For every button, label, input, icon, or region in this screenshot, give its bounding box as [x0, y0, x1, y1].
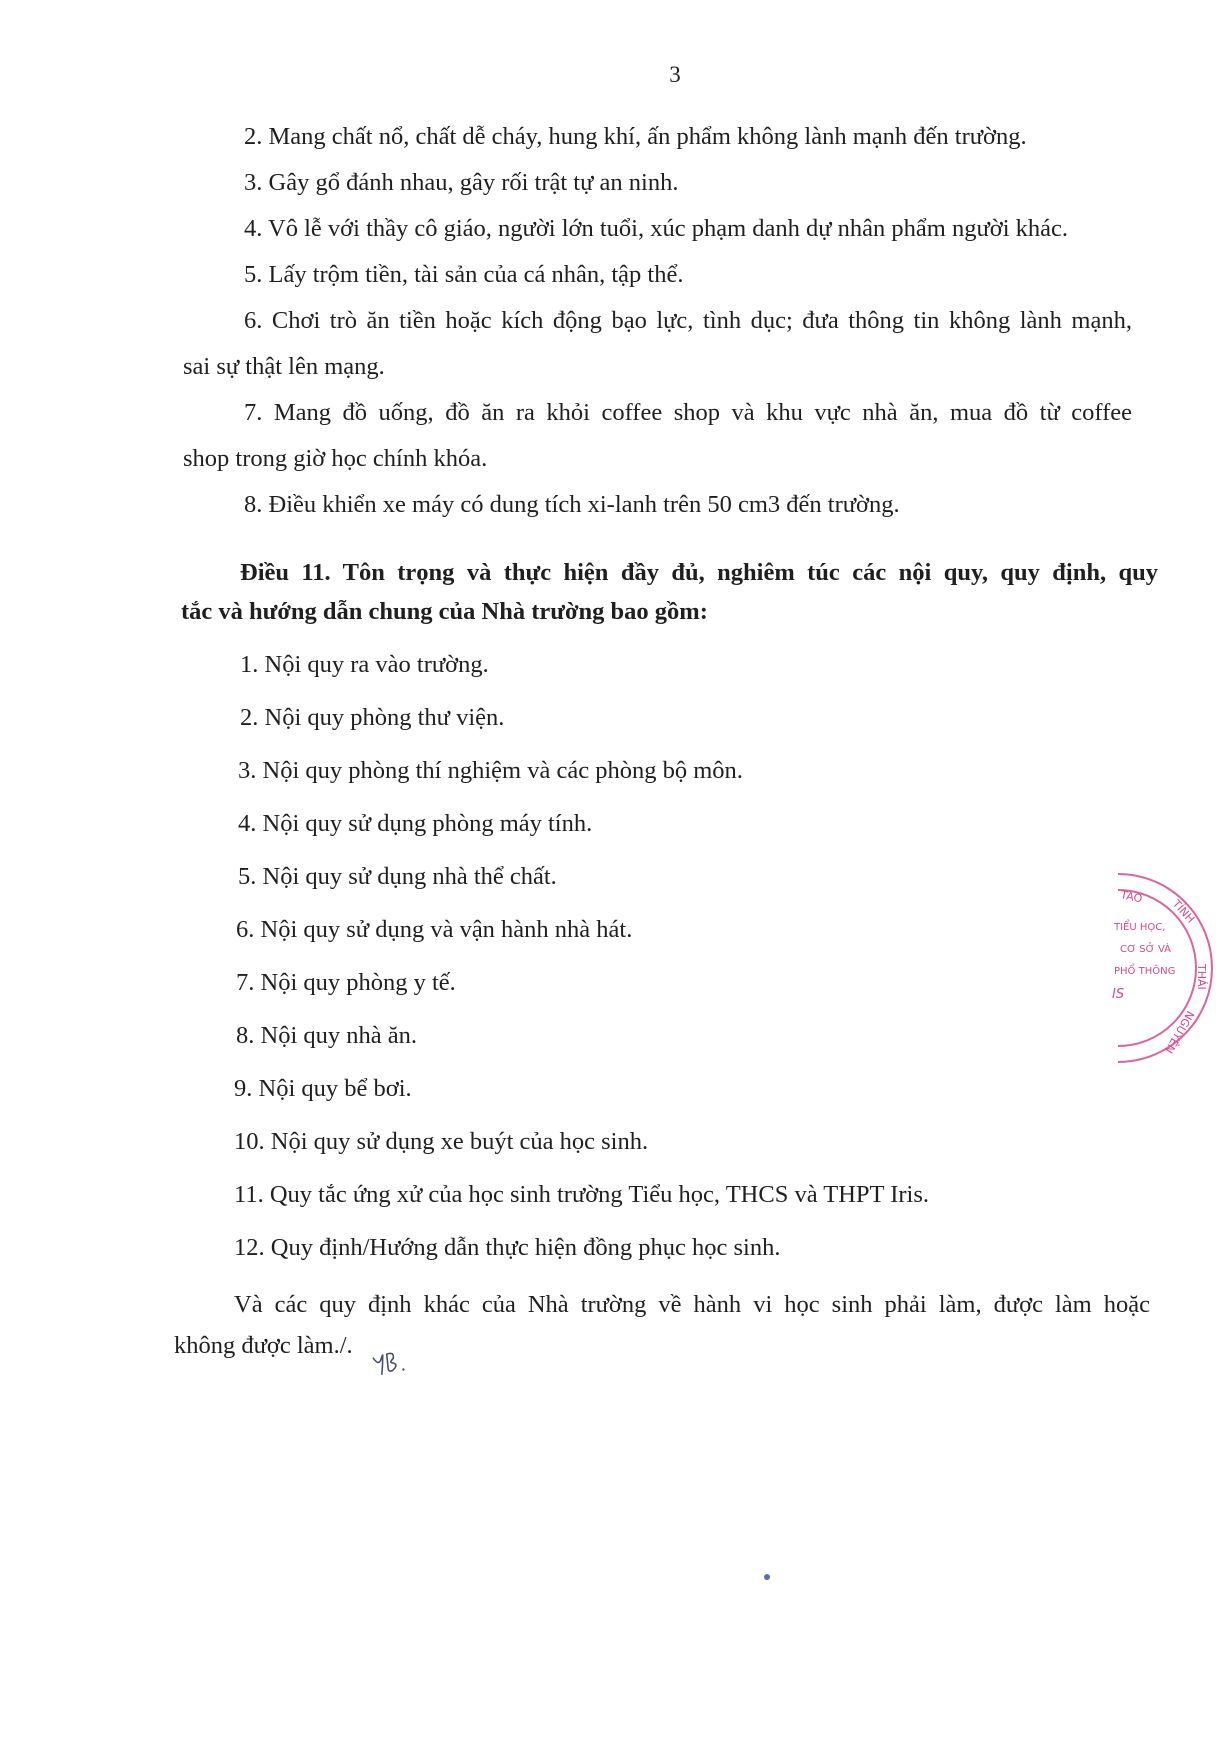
list-item: 3. Gây gổ đánh nhau, gây rối trật tự an ninh.	[244, 169, 679, 196]
list-item: 4. Vô lễ với thầy cô giáo, người lớn tuổi, xúc phạm danh dự nhân phẩm người khác.	[244, 215, 1069, 242]
list-item: 2. Mang chất nổ, chất dễ cháy, hung khí, ấn phẩm không lành mạnh đến trường.	[244, 123, 1027, 150]
list-item: 4. Nội quy sử dụng phòng máy tính.	[238, 810, 593, 837]
list-item: 10. Nội quy sử dụng xe buýt của học sinh.	[234, 1128, 649, 1155]
list-item: 6. Chơi trò ăn tiền hoặc kích động bạo lực, tình dục; đưa thông tin không lành mạnh,	[244, 307, 1132, 334]
list-item: 2. Nội quy phòng thư viện.	[240, 704, 505, 731]
svg-text:TỈNH: TỈNH	[1169, 897, 1198, 926]
list-item: 7. Mang đồ uống, đồ ăn ra khỏi coffee shop và khu vực nhà ăn, mua đồ từ coffee	[244, 399, 1132, 426]
svg-text:IS: IS	[1112, 987, 1125, 1002]
svg-text:NGUYÊN: NGUYÊN	[1162, 1008, 1197, 1056]
list-item: 5. Lấy trộm tiền, tài sản của cá nhân, tập thể.	[244, 261, 684, 288]
list-item: 12. Quy định/Hướng dẫn thực hiện đồng phục học sinh.	[234, 1234, 781, 1261]
list-item: 11. Quy tắc ứng xử của học sinh trường Tiểu học, THCS và THPT Iris.	[234, 1181, 929, 1208]
closing-paragraph-continuation: không được làm./.	[174, 1332, 353, 1359]
list-item: 6. Nội quy sử dụng và vận hành nhà hát.	[236, 916, 633, 943]
svg-text:TIỂU HỌC,: TIỂU HỌC,	[1114, 922, 1166, 933]
article-heading: Điều 11. Tôn trọng và thực hiện đầy đủ, nghiêm túc các nội quy, quy định, quy	[240, 559, 1158, 586]
list-item: 8. Điều khiển xe máy có dung tích xi-lanh trên 50 cm3 đến trường.	[244, 491, 900, 518]
svg-text:TAO: TAO	[1119, 888, 1144, 906]
closing-paragraph: Và các quy định khác của Nhà trường về hành vi học sinh phải làm, được làm hoặc	[234, 1291, 1150, 1318]
seal-stamp	[1100, 868, 1220, 1068]
list-item: 9. Nội quy bể bơi.	[234, 1075, 412, 1102]
svg-text:CƠ SỞ VÀ: CƠ SỞ VÀ	[1120, 944, 1171, 955]
handwritten-initials	[370, 1348, 407, 1384]
list-item: 8. Nội quy nhà ăn.	[236, 1022, 417, 1049]
svg-text:PHỔ THÔNG: PHỔ THÔNG	[1114, 966, 1176, 977]
list-item-continuation: shop trong giờ học chính khóa.	[183, 445, 488, 472]
initials-mark	[370, 1348, 407, 1379]
list-item-continuation: sai sự thật lên mạng.	[183, 353, 385, 380]
list-item: 1. Nội quy ra vào trường.	[240, 651, 489, 678]
list-item: 5. Nội quy sử dụng nhà thể chất.	[238, 863, 557, 890]
ink-dot	[764, 1574, 770, 1580]
svg-text:THÁI: THÁI	[1195, 964, 1208, 990]
list-item: 7. Nội quy phòng y tế.	[236, 969, 456, 996]
list-item: 3. Nội quy phòng thí nghiệm và các phòng bộ môn.	[238, 757, 743, 784]
article-heading-continuation: tắc và hướng dẫn chung của Nhà trường bao gồm:	[181, 598, 708, 625]
page-number: 3	[669, 62, 681, 87]
